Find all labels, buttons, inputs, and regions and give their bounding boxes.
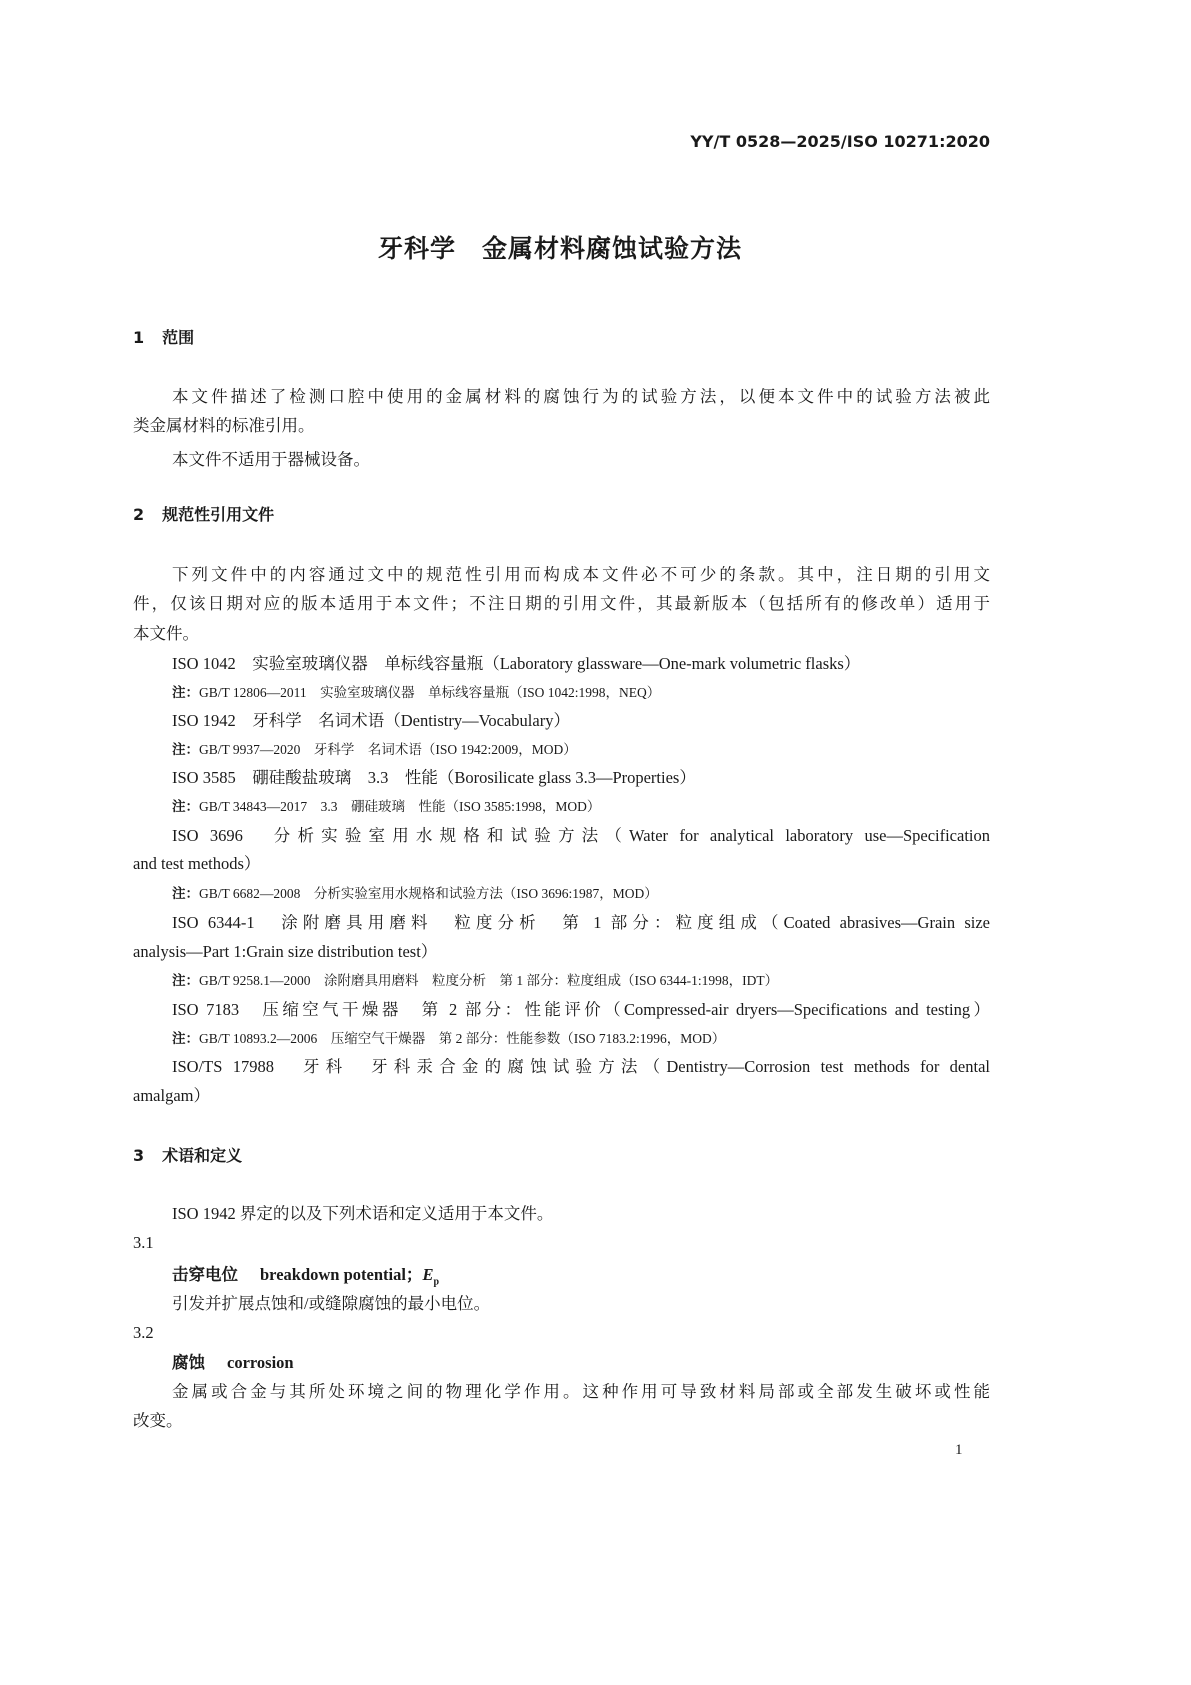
note-label: 注： [172,742,199,758]
section-number: 2 [133,505,145,524]
term-definition: 金属或合金与其所处环境之间的物理化学作用。这种作用可导致材料局部或全部发生破坏或性能 [172,1382,990,1401]
reference-item: ISO 1042 实验室玻璃仪器 单标线容量瓶（Laboratory glassware—One-mark volumetric flasks） [172,654,861,673]
section-heading-scope [133,327,990,349]
reference-item: ISO 6344-1 涂附磨具用磨料 粒度分析 第 1 部分：粒度组成（Coated abrasives—Grain size [172,913,990,932]
term-symbol-subscript: p [433,1276,440,1288]
term-symbol: E [422,1265,434,1284]
note-text: GB/T 10893.2—2006 压缩空气干燥器 第 2 部分：性能参数（ISO 7183.2:1996，MOD） [199,1031,726,1046]
section-number: 1 [133,328,145,347]
reference-item-continued: analysis—Part 1:Grain size distribution test） [133,942,438,961]
reference-note [172,970,1029,992]
section-number: 3 [133,1146,145,1165]
reference-note [172,682,1029,704]
reference-note [172,883,1029,905]
reference-item: ISO/TS 17988 牙科 牙科汞合金的腐蚀试验方法（Dentistry—Corrosion test methods for dental [172,1057,990,1076]
reference-note [172,796,1029,818]
section-heading-terms [133,1145,990,1167]
section-heading-normative-references [133,504,990,526]
reference-item-continued: and test methods） [133,854,261,873]
reference-item: ISO 7183 压缩空气干燥器 第 2 部分：性能评价（Compressed-air dryers—Specifications and testing） [172,1000,990,1019]
paragraph-line: 本文件。 [133,624,199,643]
term-definition: 引发并扩展点蚀和/或缝隙腐蚀的最小电位。 [172,1294,491,1313]
note-text: GB/T 9258.1—2000 涂附磨具用磨料 粒度分析 第 1 部分：粒度组成（ISO 6344-1:1998，IDT） [199,973,779,988]
section-title: 范围 [162,328,195,347]
note-label: 注： [172,799,199,815]
page-number: 1 [955,1442,963,1458]
term-zh: 腐蚀 [172,1353,205,1372]
term-definition-continued: 改变。 [133,1411,183,1430]
term-number: 3.2 [133,1323,154,1342]
note-text: GB/T 6682—2008 分析实验室用水规格和试验方法（ISO 3696:1987，MOD） [199,886,658,901]
note-text: GB/T 9937—2020 牙科学 名词术语（ISO 1942:2009，MOD） [199,742,577,757]
note-label: 注： [172,886,199,902]
section-title: 术语和定义 [162,1146,243,1165]
term-en: corrosion [227,1353,294,1372]
paragraph-line: 本文件不适用于器械设备。 [172,450,370,469]
paragraph-line: 件，仅该日期对应的版本适用于本文件；不注日期的引用文件，其最新版本（包括所有的修改单）适用于 [133,594,990,613]
reference-note [172,739,1029,761]
document-title: 牙科学 金属材料腐蚀试验方法 [377,234,742,263]
paragraph-line: 类金属材料的标准引用。 [133,416,315,435]
note-text: GB/T 12806—2011 实验室玻璃仪器 单标线容量瓶（ISO 1042:1998，NEQ） [199,685,661,700]
paragraph-line: 本文件描述了检测口腔中使用的金属材料的腐蚀行为的试验方法，以便本文件中的试验方法被此 [172,387,990,406]
reference-item: ISO 3696 分析实验室用水规格和试验方法（Water for analytical laboratory use—Specification [172,826,990,845]
paragraph-line: ISO 1942 界定的以及下列术语和定义适用于本文件。 [172,1204,554,1223]
term-zh: 击穿电位 [172,1265,238,1284]
reference-note [172,1028,1029,1050]
reference-item-continued: amalgam） [133,1086,210,1105]
note-label: 注： [172,1031,199,1047]
note-text: GB/T 34843—2017 3.3 硼硅玻璃 性能（ISO 3585:1998，MOD） [199,799,601,814]
term-en-text: breakdown potential； [260,1265,423,1284]
term-number: 3.1 [133,1233,154,1252]
reference-item: ISO 3585 硼硅酸盐玻璃 3.3 性能（Borosilicate glass 3.3—Properties） [172,768,696,787]
document-number: YY/T 0528—2025/ISO 10271:2020 [690,132,990,151]
reference-item: ISO 1942 牙科学 名词术语（Dentistry—Vocabulary） [172,711,570,730]
paragraph-line: 下列文件中的内容通过文中的规范性引用而构成本文件必不可少的条款。其中，注日期的引用文 [172,565,990,584]
note-label: 注： [172,973,199,989]
section-title: 规范性引用文件 [162,505,275,524]
term-en [260,1265,440,1288]
term-heading [172,1352,1029,1374]
note-label: 注： [172,685,199,701]
term-heading [172,1264,1029,1293]
